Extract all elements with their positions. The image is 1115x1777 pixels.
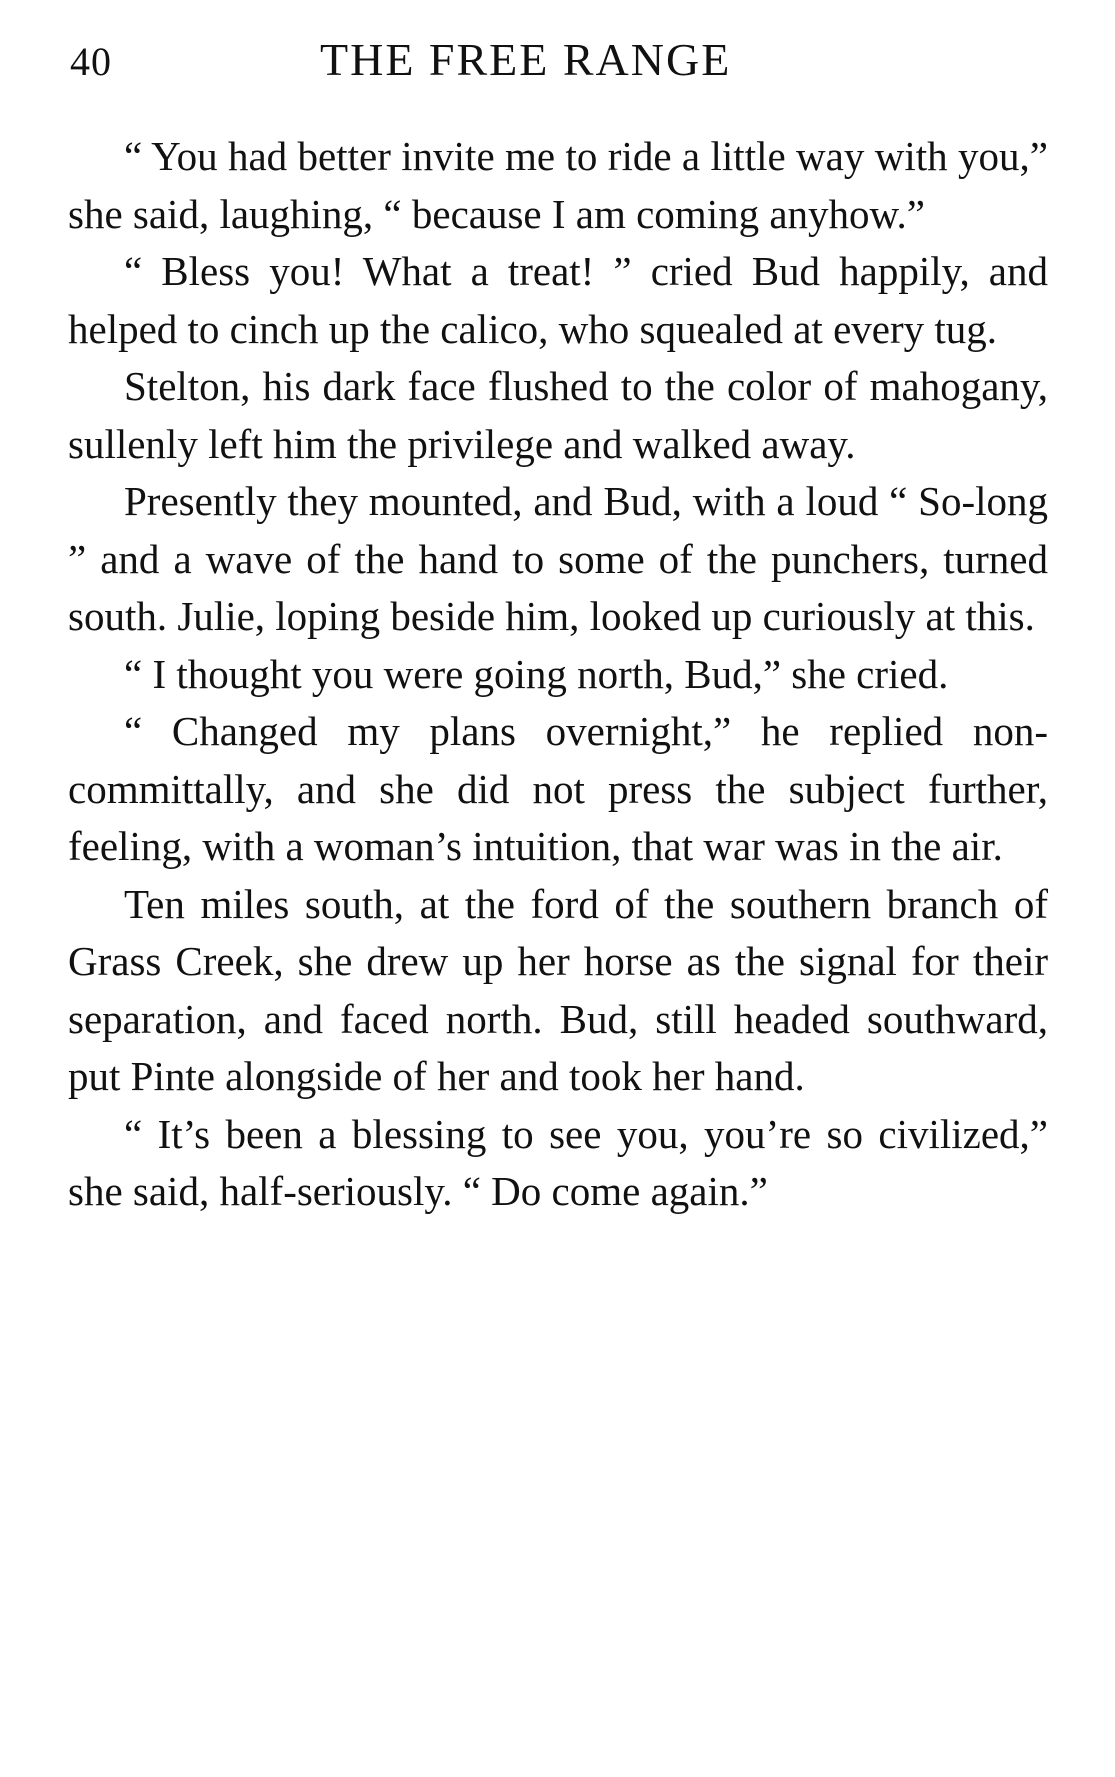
paragraph: “ It’s been a blessing to see you, you’re so civilized,” she said, half-seriously. “ Do come again.” [68,1110,1048,1214]
running-head [0,32,1115,92]
paragraph: Presently they mounted, and Bud, with a loud “ So-long ” and a wave of the hand to some of the punchers, turned south. Julie, loping beside him, looked up curiously at this. [68,478,1048,639]
page-number: 40 [70,39,112,84]
paragraph: “ Bless you! What a treat! ” cried Bud happily, and helped to cinch up the calico, who squealed at every tug. [68,248,1048,352]
paragraph: “ I thought you were going north, Bud,” she cried. [124,650,949,697]
paragraph: “ You had better invite me to ride a little way with you,” she said, laughing, “ because I am coming anyhow.” [68,133,1048,237]
paragraph: Stelton, his dark face flushed to the color of mahogany, sullenly left him the privilege and walked away. [68,363,1048,467]
running-title: THE FREE RANGE [320,34,732,85]
paragraph: “ Changed my plans overnight,” he replied noncommittally, and she did not press the subject further, feeling, with a woman’s intuition, that war was in the air. [68,708,1048,869]
body-text [68,128,1048,1221]
paragraph: Ten miles south, at the ford of the southern branch of Grass Creek, she drew up her horse as the signal for their separation, and faced north. Bud, still headed southward, put Pinte alongside of her and took her hand. [68,880,1048,1099]
